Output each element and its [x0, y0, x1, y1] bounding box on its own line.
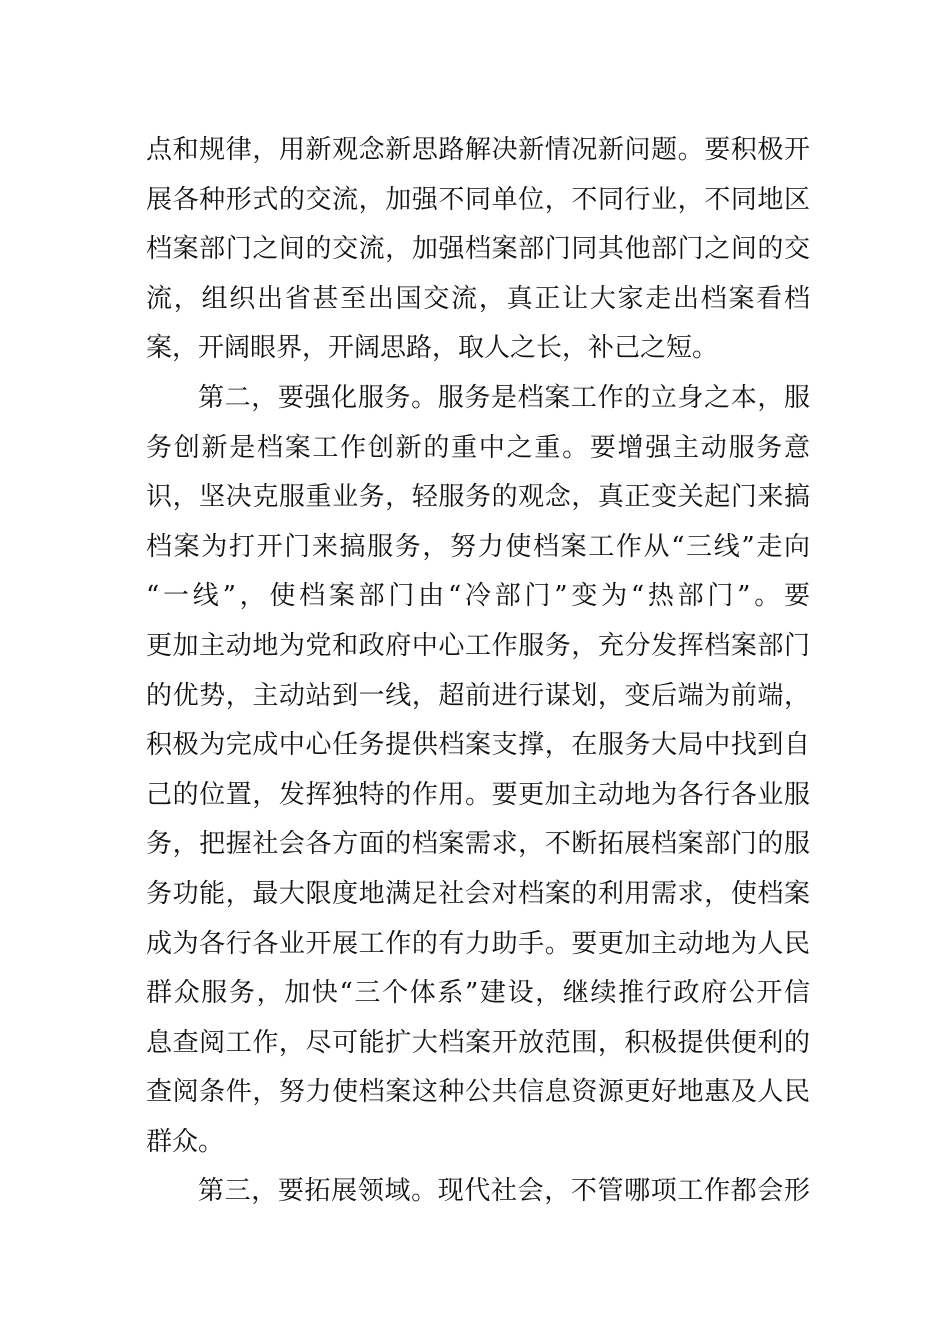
text-line: 息查阅工作，尽可能扩大档案开放范围，积极提供便利的 [146, 1027, 810, 1058]
text-line: “一线”，使档案部门由“冷部门”变为“热部门”。要 [146, 581, 810, 612]
text-line: 己的位置，发挥独特的作用。要更加主动地为各行各业服 [146, 779, 810, 810]
text-line: 成为各行各业开展工作的有力助手。要更加主动地为人民 [146, 928, 810, 959]
text-line: 群众服务，加快“三个体系”建设，继续推行政府公开信 [146, 978, 810, 1009]
paragraph-1 [146, 126, 810, 374]
paragraph-2 [146, 374, 810, 1168]
text-line: 查阅条件，努力使档案这种公共信息资源更好地惠及人民 [146, 1077, 810, 1108]
text-line: 的优势，主动站到一线，超前进行谋划，变后端为前端， [146, 680, 810, 711]
text-line: 第二，要强化服务。服务是档案工作的立身之本，服 [198, 382, 810, 413]
document-body [146, 126, 810, 1217]
text-line: 群众。 [146, 1126, 225, 1157]
paragraph-3 [146, 1167, 810, 1217]
text-line: 档案为打开门来搞服务，努力使档案工作从“三线”走向 [146, 531, 810, 562]
text-line: 更加主动地为党和政府中心工作服务，充分发挥档案部门 [146, 630, 810, 661]
text-line: 流，组织出省甚至出国交流，真正让大家走出档案看档 [146, 283, 810, 314]
text-line: 务功能，最大限度地满足社会对档案的利用需求，使档案 [146, 878, 810, 909]
text-line: 点和规律，用新观念新思路解决新情况新问题。要积极开 [146, 135, 810, 165]
text-line: 务创新是档案工作创新的重中之重。要增强主动服务意 [146, 432, 810, 463]
text-line: 识，坚决克服重业务，轻服务的观念，真正变关起门来搞 [146, 482, 810, 513]
text-line: 积极为完成中心任务提供档案支撑，在服务大局中找到自 [146, 730, 810, 761]
text-line: 展各种形式的交流，加强不同单位，不同行业，不同地区 [146, 184, 810, 215]
text-line: 第三，要拓展领域。现代社会，不管哪项工作都会形 [198, 1176, 810, 1207]
text-line: 档案部门之间的交流，加强档案部门同其他部门之间的交 [146, 234, 810, 265]
text-line: 案，开阔眼界，开阔思路，取人之长，补己之短。 [146, 333, 719, 364]
text-line: 务，把握社会各方面的档案需求，不断拓展档案部门的服 [146, 829, 810, 860]
